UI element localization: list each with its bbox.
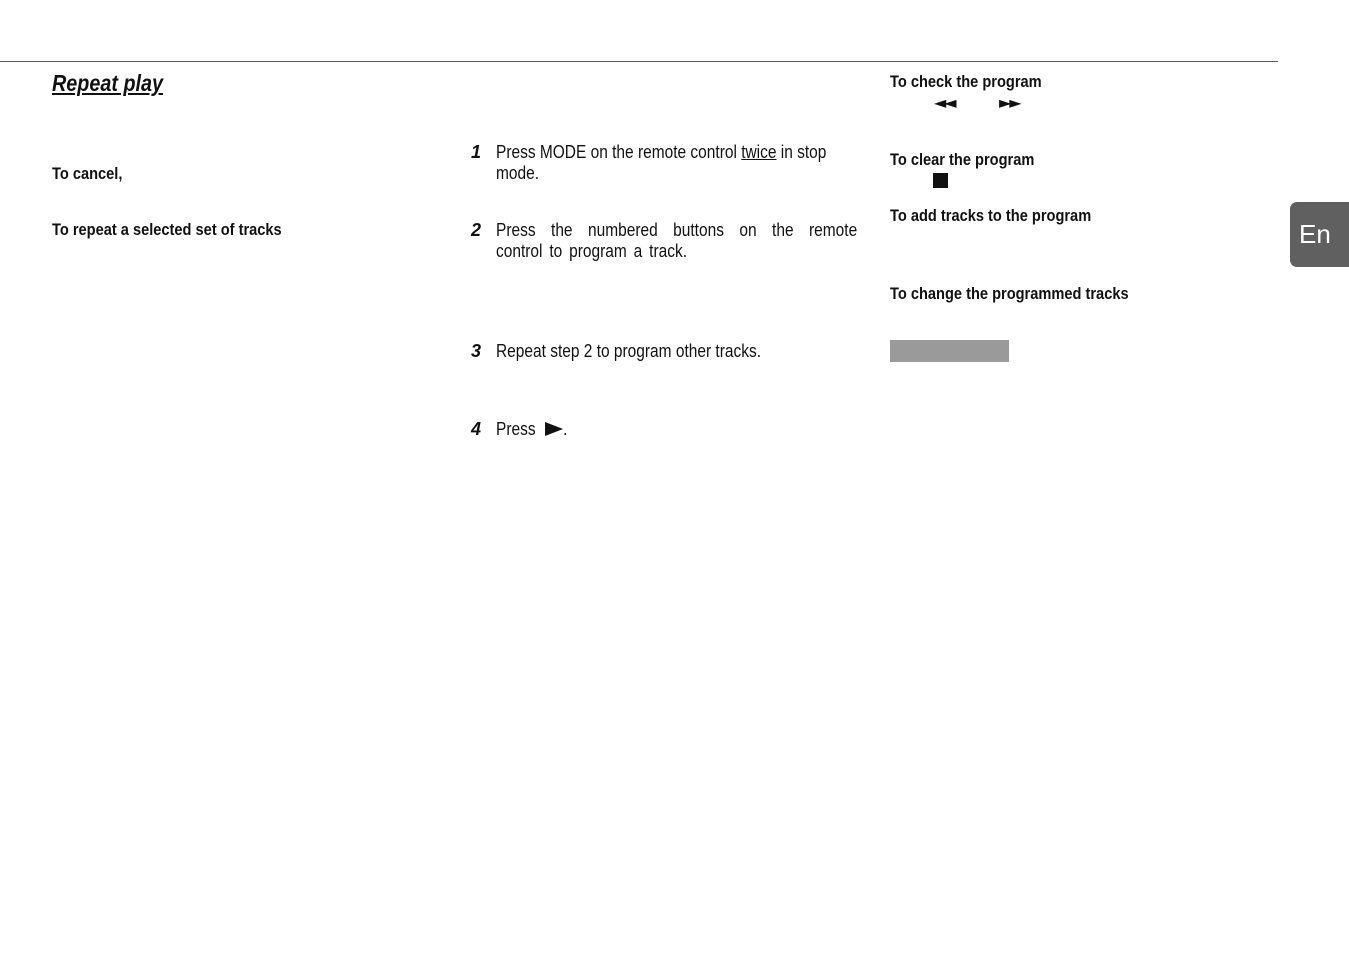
language-tab: En [1290, 202, 1349, 267]
step-number: 3 [471, 341, 482, 361]
stop-icon [933, 173, 948, 188]
fast-forward-icon: ►► [999, 93, 1020, 112]
selected-set-heading: To repeat a selected set of tracks [52, 220, 282, 239]
change-tracks-heading: To change the programmed tracks [890, 284, 1129, 303]
add-tracks-heading: To add tracks to the program [890, 206, 1092, 225]
header-rule [0, 61, 1278, 62]
step-text: Repeat step 2 to program other tracks. [496, 341, 762, 361]
step-text: Press . [496, 419, 568, 439]
step-number: 1 [471, 142, 482, 162]
step-number: 2 [471, 220, 482, 240]
play-icon [545, 422, 563, 436]
cancel-heading: To cancel, [52, 164, 123, 183]
underlined-word: twice [741, 142, 777, 162]
check-program-heading: To check the program [890, 72, 1042, 91]
page-title: Repeat play [52, 70, 164, 96]
step-text: Press MODE on the remote control twice in stop mode. [496, 142, 827, 183]
clear-program-heading: To clear the program [890, 150, 1035, 169]
rewind-icon: ◄◄ [934, 93, 955, 112]
display-placeholder [890, 340, 1009, 362]
step-text: Press the numbered buttons on the remote control to program a track. [496, 220, 858, 261]
step-number: 4 [471, 419, 482, 439]
